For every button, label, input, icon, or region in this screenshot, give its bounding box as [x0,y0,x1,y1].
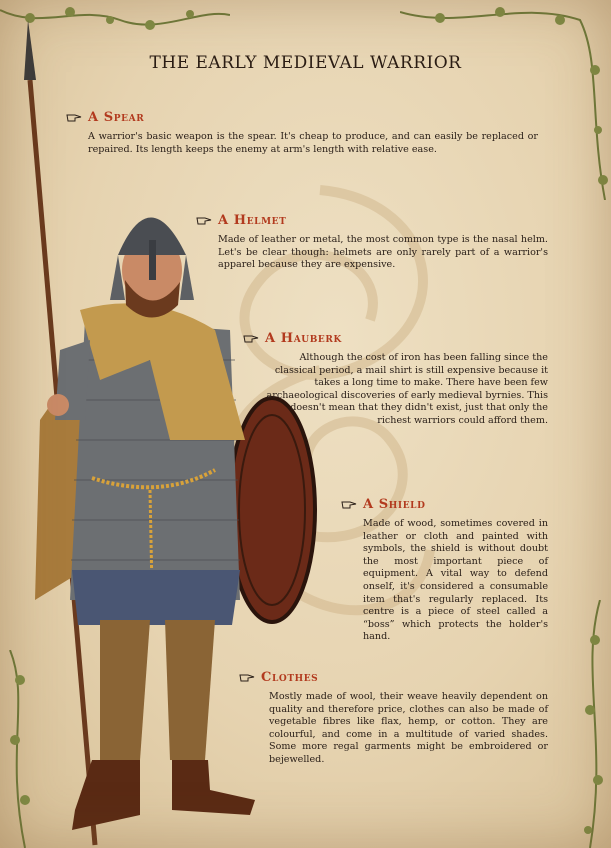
pointing-hand-icon [243,333,259,345]
section-body: Made of leather or metal, the most common type is the nasal helm. Let's be clear though: helmets are only rarely part of a warrior's apparel because they are expensive. [218,234,548,271]
pointing-hand-icon [196,215,212,227]
pointing-hand-icon [239,672,255,684]
section-body: Made of wood, sometimes covered in leather or cloth and painted with symbols, the shield is without doubt the most important piece of equipment. A vital way to defend onself, it's considered a consumable item that's regularly replaced. Its centre is a piece of steel called a “boss” which protects the holder's hand. [363,518,548,643]
section-shield [341,497,548,644]
pointing-hand-icon [66,112,82,124]
tunic [72,570,240,625]
section-helmet [196,213,548,272]
section-spear [66,110,538,156]
section-clothes [239,670,548,767]
section-heading: A Shield [363,497,426,512]
section-heading: Clothes [261,670,319,685]
section-body: A warrior's basic weapon is the spear. It's cheap to produce, and can easily be replaced or repaired. Its length keeps the enemy at arm's length with relative ease. [88,131,538,155]
section-body: Although the cost of iron has been falling since the classical period, a mail shirt is still expensive because it takes a long time to make. There have been few archaeological discoveries of early medieval byrnies. This doesn't mean that they didn't exist, just that only the richest warriors could afford them. [266,352,548,426]
pointing-hand-icon [341,499,357,511]
section-heading: A Helmet [218,213,287,228]
section-body: Mostly made of wool, their weave heavily dependent on quality and therefore price, clothes can also be made of vegetable fibres like flax, hemp, or cotton. They are colourful, and come in a multitude of varied shades. Some more regal garments might be embroidered or bejewelled. [269,691,548,765]
section-heading: A Hauberk [265,331,342,346]
section-heading: A Spear [88,110,145,125]
section-hauberk [243,331,548,428]
page-title: THE EARLY MEDIEVAL WARRIOR [149,53,462,73]
